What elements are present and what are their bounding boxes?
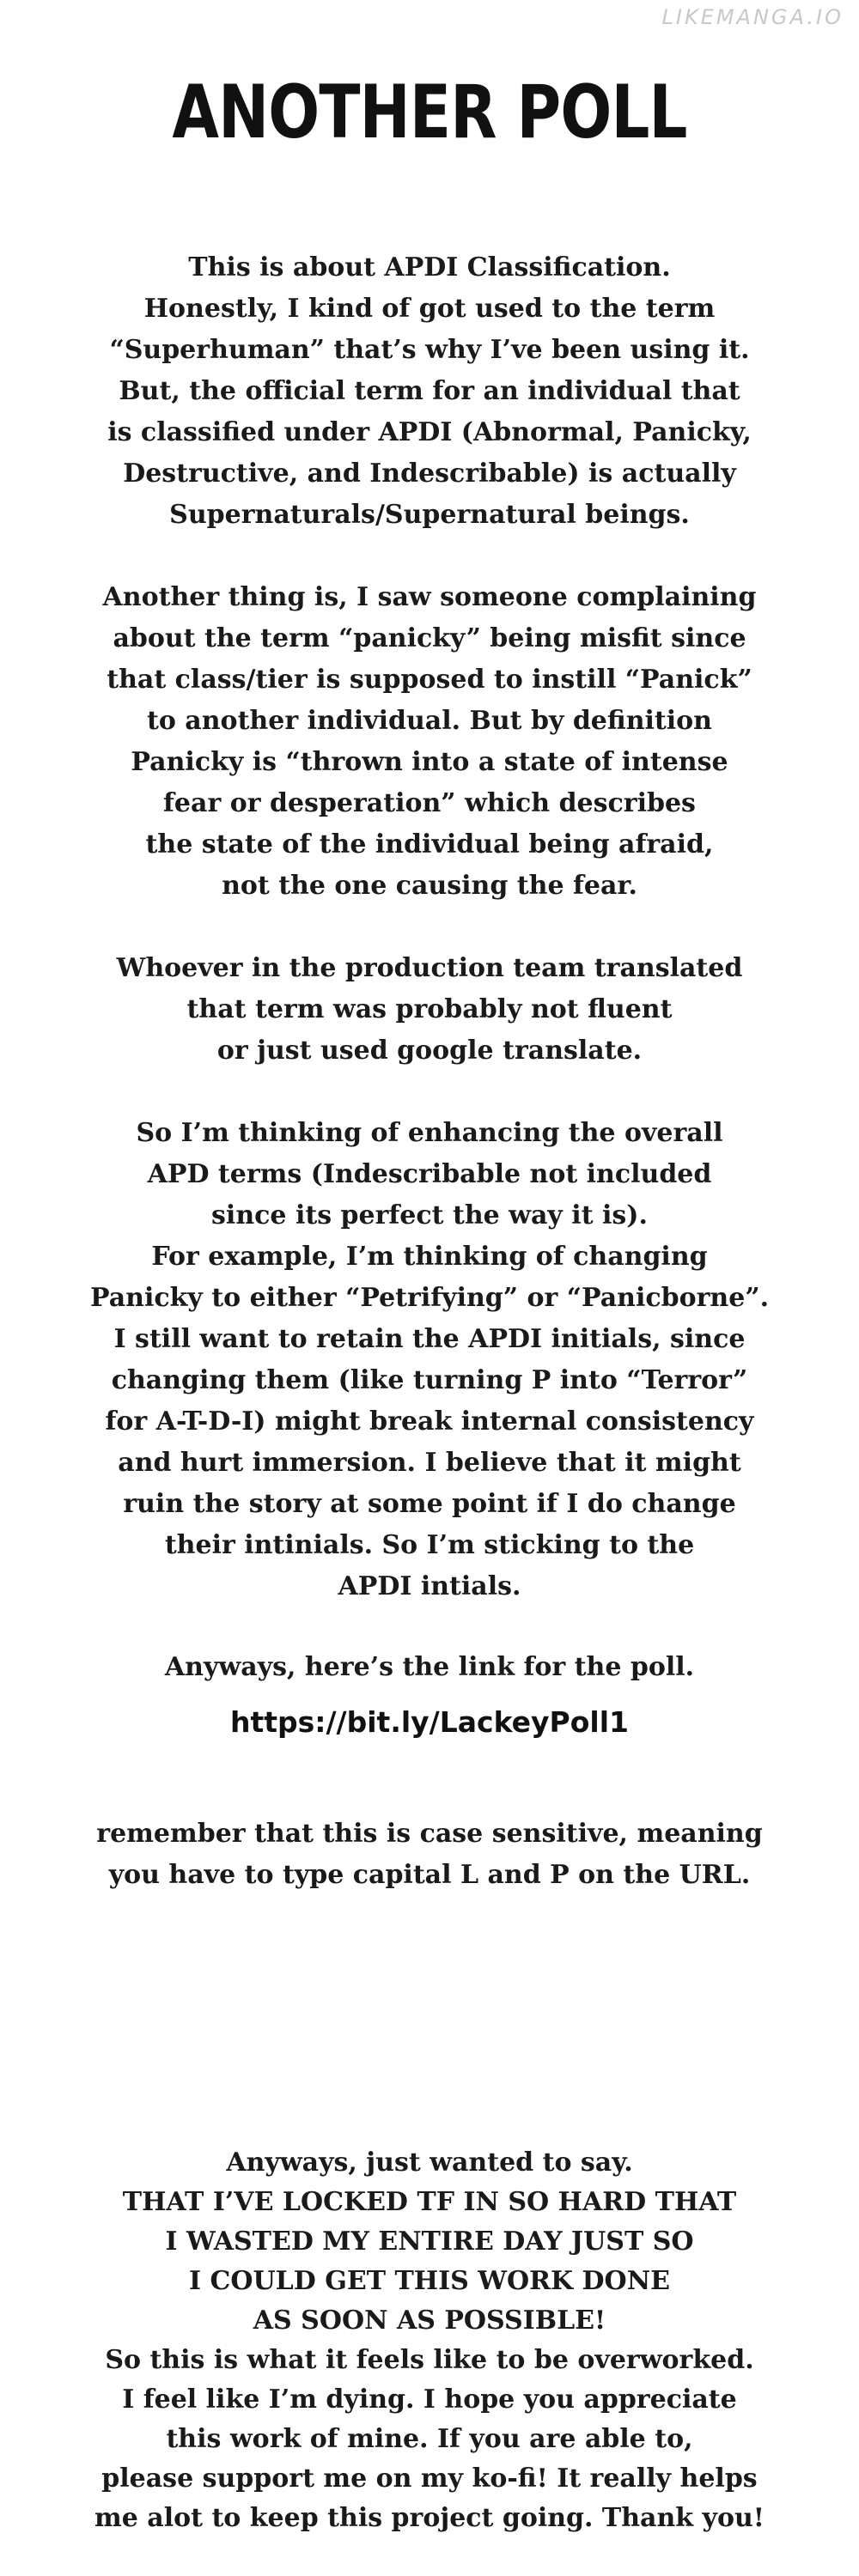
poll-link[interactable]: https://bit.ly/LackeyPoll1 <box>230 1705 629 1739</box>
paragraph-panicky-term: Another thing is, I saw someone complaining about the term “panicky” being misfit since that class/tier is supposed to instill “Panick” to another individual. But by definition Panicky is “thrown into a state of intense fear or desperation” which describes the state of the individual being afraid, not the one causing the fear. <box>102 582 757 901</box>
paragraph-closing-message: Anyways, just wanted to say. THAT I’VE LOCKED TF IN SO HARD THAT I WASTED MY ENTIRE DAY JUST SO I COULD GET THIS WORK DONE AS SOON AS POSSIBLE! So this is what it feels like to be overworked. I feel like I’m dying. I hope you appreciate this work of mine. If you are able to, please support me on my ko-fi! It really helps me alot to keep this project going. Thank you! <box>94 2148 765 2533</box>
page-title: ANOTHER POLL <box>172 69 687 155</box>
paragraph-translation-note: Whoever in the production team translated that term was probably not fluent or just used google translate. <box>116 953 743 1066</box>
paragraph-apdi-classification: This is about APDI Classification. Honestly, I kind of got used to the term “Superhuman” that’s why I’ve been using it. But, the official term for an individual that is classified under APDI (Abnormal, Panicky, Destructive, and Indescribable) is actually Supernaturals/Supernatural beings. <box>107 252 752 530</box>
paragraph-term-changes: So I’m thinking of enhancing the overall APD terms (Indescribable not included since its perfect the way it is). For example, I’m thinking of changing Panicky to either “Petrifying” or “Panicborne”. I still want to retain the APDI initials, since changing them (like turning P into “Terror” for A-T-D-I) might break internal consistency and hurt immersion. I believe that it might ruin the story at some point if I do change their intinials. So I’m sticking to the APDI intials. <box>89 1118 770 1601</box>
site-watermark: LIKEMANGA.IO <box>661 5 844 29</box>
paragraph-case-sensitive-note: remember that this is case sensitive, meaning you have to type capital L and P on the URL. <box>96 1819 763 1890</box>
paragraph-poll-intro: Anyways, here’s the link for the poll. <box>164 1652 695 1682</box>
